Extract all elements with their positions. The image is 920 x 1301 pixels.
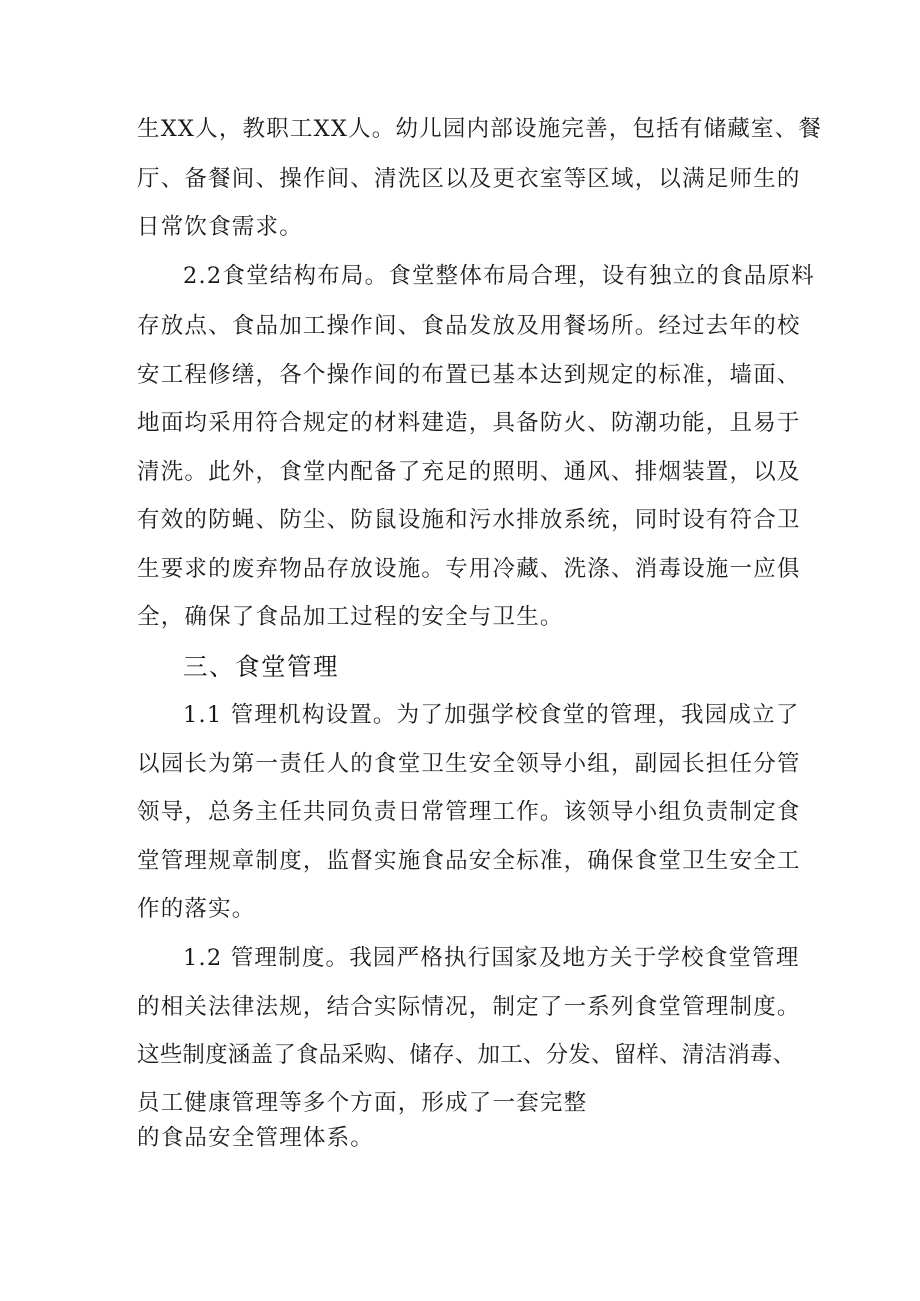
paragraph-line: 厅、备餐间、操作间、清洗区以及更衣室等区域，以满足师生的: [137, 166, 801, 192]
paragraph-line: 领导，总务主任共同负责日常管理工作。该领导小组负责制定食: [137, 799, 801, 825]
paragraph-line: 全，确保了食品加工过程的安全与卫生。: [137, 604, 564, 630]
paragraph-line: 生XX人，教职工XX人。幼儿园内部设施完善，包括有储藏室、餐: [137, 116, 823, 142]
paragraph-line: 有效的防蝇、防尘、防鼠设施和污水排放系统，同时设有符合卫: [137, 507, 801, 533]
section-2-2-first-line: 2.2食堂结构布局。食堂整体布局合理，设有独立的食品原料: [183, 263, 815, 289]
paragraph-line: 的相关法律法规，结合实际情况，制定了一系列食堂管理制度。: [137, 994, 801, 1020]
paragraph-line: 日常饮食需求。: [137, 214, 303, 240]
paragraph-line: 作的落实。: [137, 896, 256, 922]
paragraph-line: 这些制度涵盖了食品采购、储存、加工、分发、留样、清洁消毒、: [137, 1042, 796, 1068]
paragraph-line: 存放点、食品加工操作间、食品发放及用餐场所。经过去年的校: [137, 313, 801, 339]
section-1-1-first-line: 1.1 管理机构设置。为了加强学校食堂的管理，我园成立了: [183, 702, 800, 728]
paragraph-line: 安工程修缮，各个操作间的布置已基本达到规定的标准，墙面、: [137, 362, 801, 388]
paragraph-line: 员工健康管理等多个方面，形成了一套完整: [137, 1090, 588, 1116]
paragraph-line: 以园长为第一责任人的食堂卫生安全领导小组，副园长担任分管: [137, 751, 801, 777]
paragraph-line: 的食品安全管理体系。: [137, 1125, 375, 1151]
section-heading: 三、食堂管理: [183, 652, 339, 681]
paragraph-line: 生要求的废弃物品存放设施。专用冷藏、洗涤、消毒设施一应俱: [137, 556, 801, 582]
paragraph-line: 堂管理规章制度，监督实施食品安全标准，确保食堂卫生安全工: [137, 848, 801, 874]
paragraph-line: 清洗。此外，食堂内配备了充足的照明、通风、排烟装置，以及: [137, 459, 801, 485]
paragraph-line: 地面均采用符合规定的材料建造，具备防火、防潮功能，且易于: [137, 410, 801, 436]
section-1-2-first-line: 1.2 管理制度。我园严格执行国家及地方关于学校食堂管理: [183, 945, 800, 971]
